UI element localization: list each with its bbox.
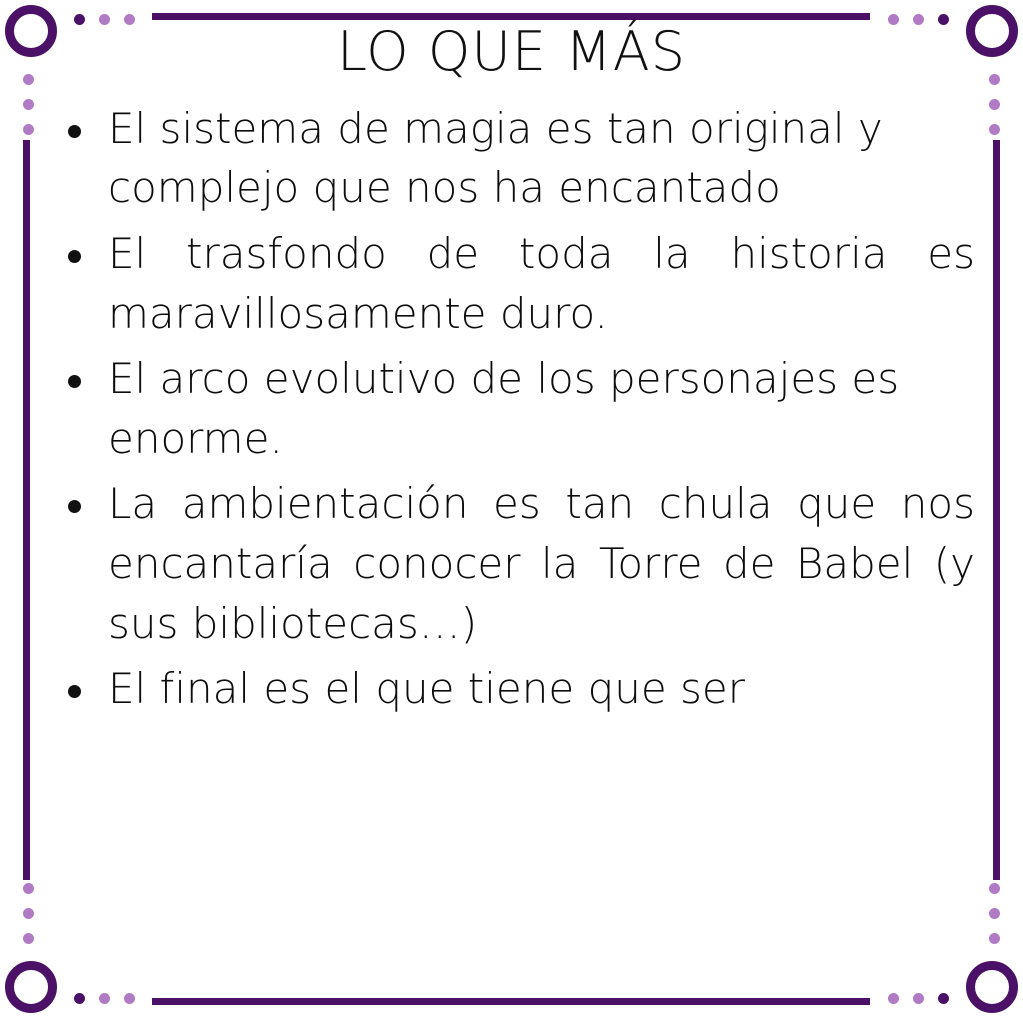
list-item: El final es el que tiene que ser <box>54 659 975 719</box>
dot <box>99 993 110 1004</box>
dot-cluster-bottom-right <box>888 993 949 1004</box>
dot <box>989 74 1000 85</box>
dot <box>913 993 924 1004</box>
dot-cluster-right-bottom <box>989 883 1000 944</box>
dot <box>989 908 1000 919</box>
list-item: La ambientación es tan chula que nos encantaría conocer la Torre de Babel (y sus bibliotecas…) <box>54 474 975 653</box>
dot <box>23 124 34 135</box>
dot-cluster-left-top <box>23 74 34 135</box>
dot-cluster-left-bottom <box>23 883 34 944</box>
page-title: LO QUE MÁS <box>337 20 686 83</box>
list-item: El trasfondo de toda la historia es maravillosamente duro. <box>54 224 975 343</box>
dot <box>23 99 34 110</box>
dot <box>989 933 1000 944</box>
bullet-list <box>40 99 983 719</box>
dot <box>888 993 899 1004</box>
frame-line-left <box>23 140 30 880</box>
dot <box>989 99 1000 110</box>
dot <box>23 908 34 919</box>
list-item: El sistema de magia es tan original y complejo que nos ha encantado <box>54 99 975 218</box>
frame-line-bottom <box>152 998 870 1005</box>
dot <box>23 74 34 85</box>
card-content <box>40 20 983 978</box>
frame-line-top <box>152 13 870 20</box>
dot <box>989 883 1000 894</box>
frame-line-right <box>993 140 1000 880</box>
dot <box>74 993 85 1004</box>
dot <box>989 124 1000 135</box>
dot <box>124 993 135 1004</box>
dot <box>23 883 34 894</box>
dot <box>938 993 949 1004</box>
dot <box>23 933 34 944</box>
dot-cluster-right-top <box>989 74 1000 135</box>
dot-cluster-bottom-left <box>74 993 135 1004</box>
list-item: El arco evolutivo de los personajes es enorme. <box>54 349 975 468</box>
